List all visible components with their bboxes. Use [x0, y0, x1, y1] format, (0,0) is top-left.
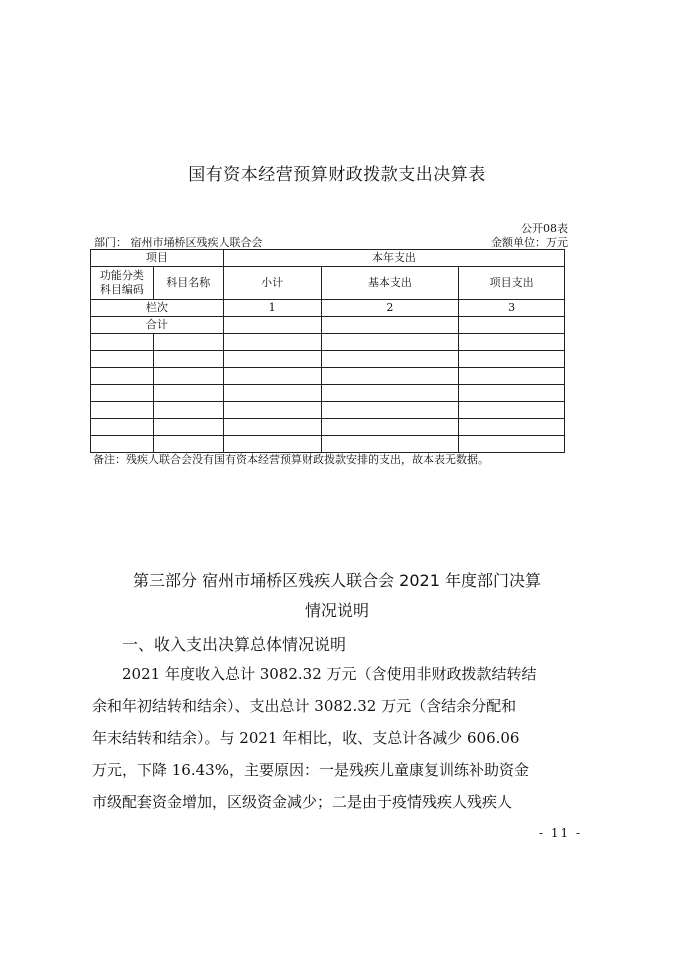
- table-code: 公开08表: [521, 222, 568, 235]
- table-row: [91, 402, 565, 419]
- header-current-year: 本年支出: [223, 250, 564, 267]
- table-row: [91, 419, 565, 436]
- table-row: [91, 368, 565, 385]
- part-title-line1: 第三部分 宿州市埇桥区残疾人联合会 2021 年度部门决算: [133, 571, 541, 590]
- row-index-label: 栏次: [91, 300, 224, 317]
- col-subtotal: 小计: [223, 267, 321, 300]
- index-3: 3: [459, 300, 565, 317]
- col-basic-expense: 基本支出: [321, 267, 459, 300]
- paragraph-line-5: 市级配套资金增加，区级资金减少；二是由于疫情残疾人残疾人: [92, 793, 513, 811]
- table-row: [91, 436, 565, 453]
- table-cell: [321, 317, 459, 334]
- row-total-label: 合计: [91, 317, 224, 334]
- paragraph-line-4: 万元，下降 16.43%，主要原因：一是残疾儿童康复训练补助资金: [92, 761, 529, 779]
- paragraph-line-1: 2021 年度收入总计 3082.32 万元（含使用非财政拨款结转结: [122, 665, 537, 683]
- col-function-code-line1: 功能分类: [99, 269, 144, 282]
- part-title-line2: 情况说明: [304, 601, 369, 620]
- col-function-code: [91, 267, 154, 300]
- paragraph-line-3: 年末结转和结余）。与 2021 年相比，收、支总计各减少 606.06: [92, 729, 520, 747]
- amount-unit: 金额单位：万元: [491, 236, 568, 249]
- col-project-expense: 项目支出: [459, 267, 565, 300]
- col-function-code-line2: 科目编码: [99, 283, 144, 296]
- page-number: - 11 -: [538, 826, 582, 840]
- paragraph-line-2: 余和年初结转和结余）、支出总计 3082.32 万元（含结余分配和: [92, 697, 517, 715]
- department-label: 部门： 宿州市埇桥区残疾人联合会: [94, 236, 263, 249]
- index-1: 1: [223, 300, 321, 317]
- section-heading: 一、收入支出决算总体情况说明: [122, 635, 347, 654]
- header-item: 项目: [91, 250, 224, 267]
- table-row: [91, 385, 565, 402]
- index-2: 2: [321, 300, 459, 317]
- table-cell: [459, 317, 565, 334]
- table-row: [91, 334, 565, 351]
- budget-table: [90, 249, 565, 453]
- table-cell: [223, 317, 321, 334]
- table-note: 备注：残疾人联合会没有国有资本经营预算财政拨款安排的支出，故本表无数据。: [93, 453, 489, 466]
- table-row: [91, 351, 565, 368]
- table-title: 国有资本经营预算财政拨款支出决算表: [188, 165, 486, 185]
- col-subject-name: 科目名称: [153, 267, 223, 300]
